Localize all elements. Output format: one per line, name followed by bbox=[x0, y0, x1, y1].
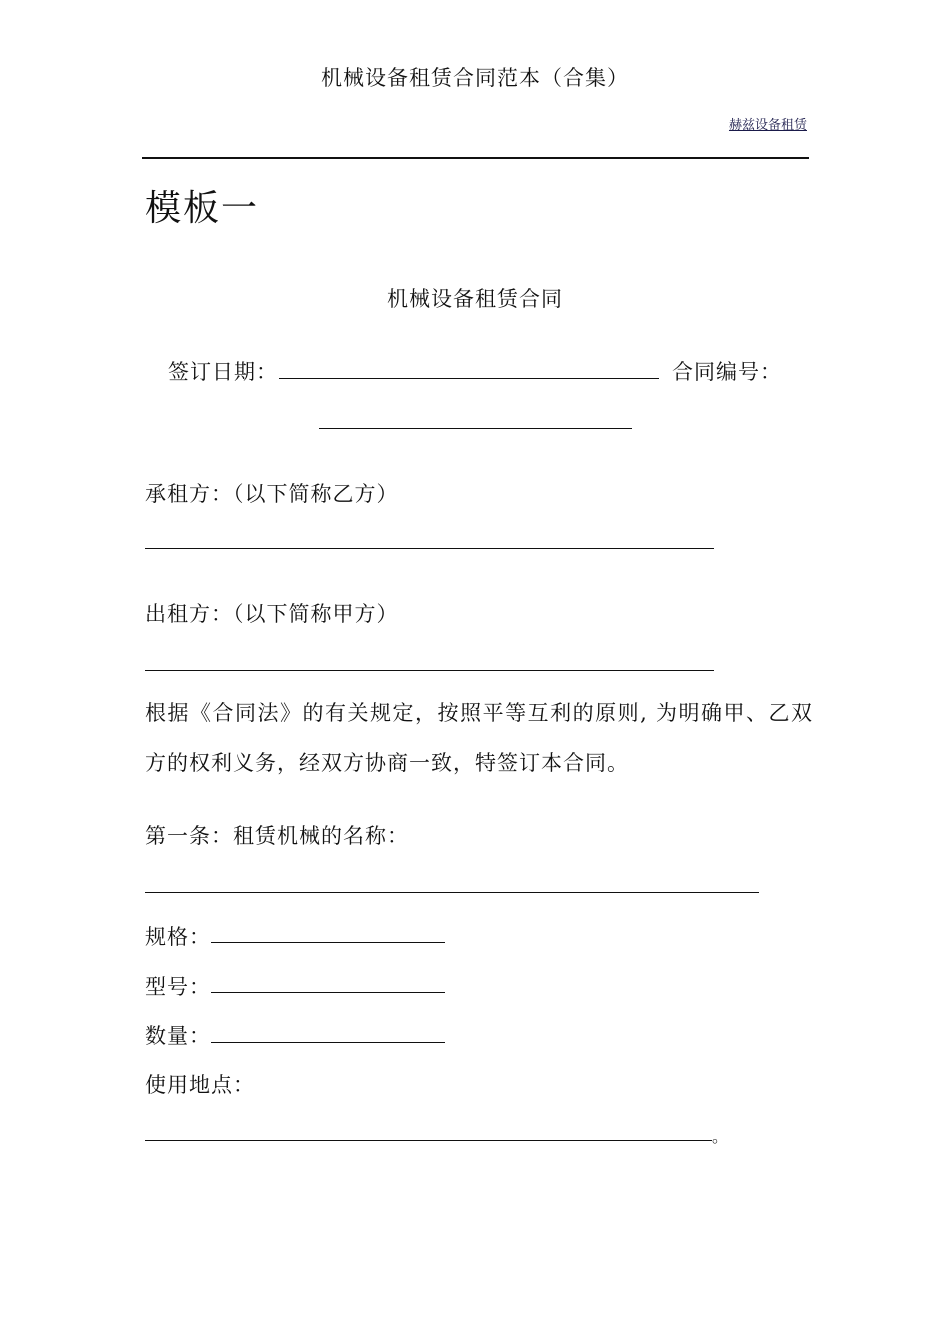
document-title: 机械设备租赁合同范本（合集） bbox=[321, 66, 629, 90]
model-blank bbox=[211, 992, 445, 993]
sign-date-label: 签订日期： bbox=[168, 360, 278, 384]
contract-number-blank bbox=[319, 428, 632, 429]
spec-blank bbox=[211, 942, 445, 943]
location-blank bbox=[145, 1140, 712, 1141]
quantity-label: 数量： bbox=[145, 1024, 211, 1048]
intro-paragraph: 根据《合同法》的有关规定，按照平等互利的原则, 为明确甲、乙双方的权利义务，经双方协商一致，特签订本合同。 bbox=[145, 701, 813, 775]
spec-label: 规格： bbox=[145, 925, 211, 949]
end-mark: 。 bbox=[712, 1127, 730, 1146]
lessor-blank bbox=[145, 670, 714, 671]
lessor-label: 出租方：（以下简称甲方） bbox=[145, 602, 399, 626]
lessee-blank bbox=[145, 548, 714, 549]
template-heading: 模板一 bbox=[145, 188, 260, 229]
contract-title: 机械设备租赁合同 bbox=[387, 287, 563, 311]
lessee-label: 承租方：（以下简称乙方） bbox=[145, 482, 399, 506]
location-label: 使用地点： bbox=[145, 1073, 255, 1097]
machine-name-blank bbox=[145, 892, 759, 893]
model-label: 型号： bbox=[145, 975, 211, 999]
sign-date-blank bbox=[279, 378, 659, 379]
contract-number-label: 合同编号： bbox=[672, 360, 782, 384]
header-divider bbox=[142, 157, 809, 159]
quantity-blank bbox=[211, 1042, 445, 1043]
brand-link[interactable]: 赫兹设备租赁 bbox=[728, 118, 807, 133]
article-1-label: 第一条：租赁机械的名称： bbox=[145, 824, 409, 848]
